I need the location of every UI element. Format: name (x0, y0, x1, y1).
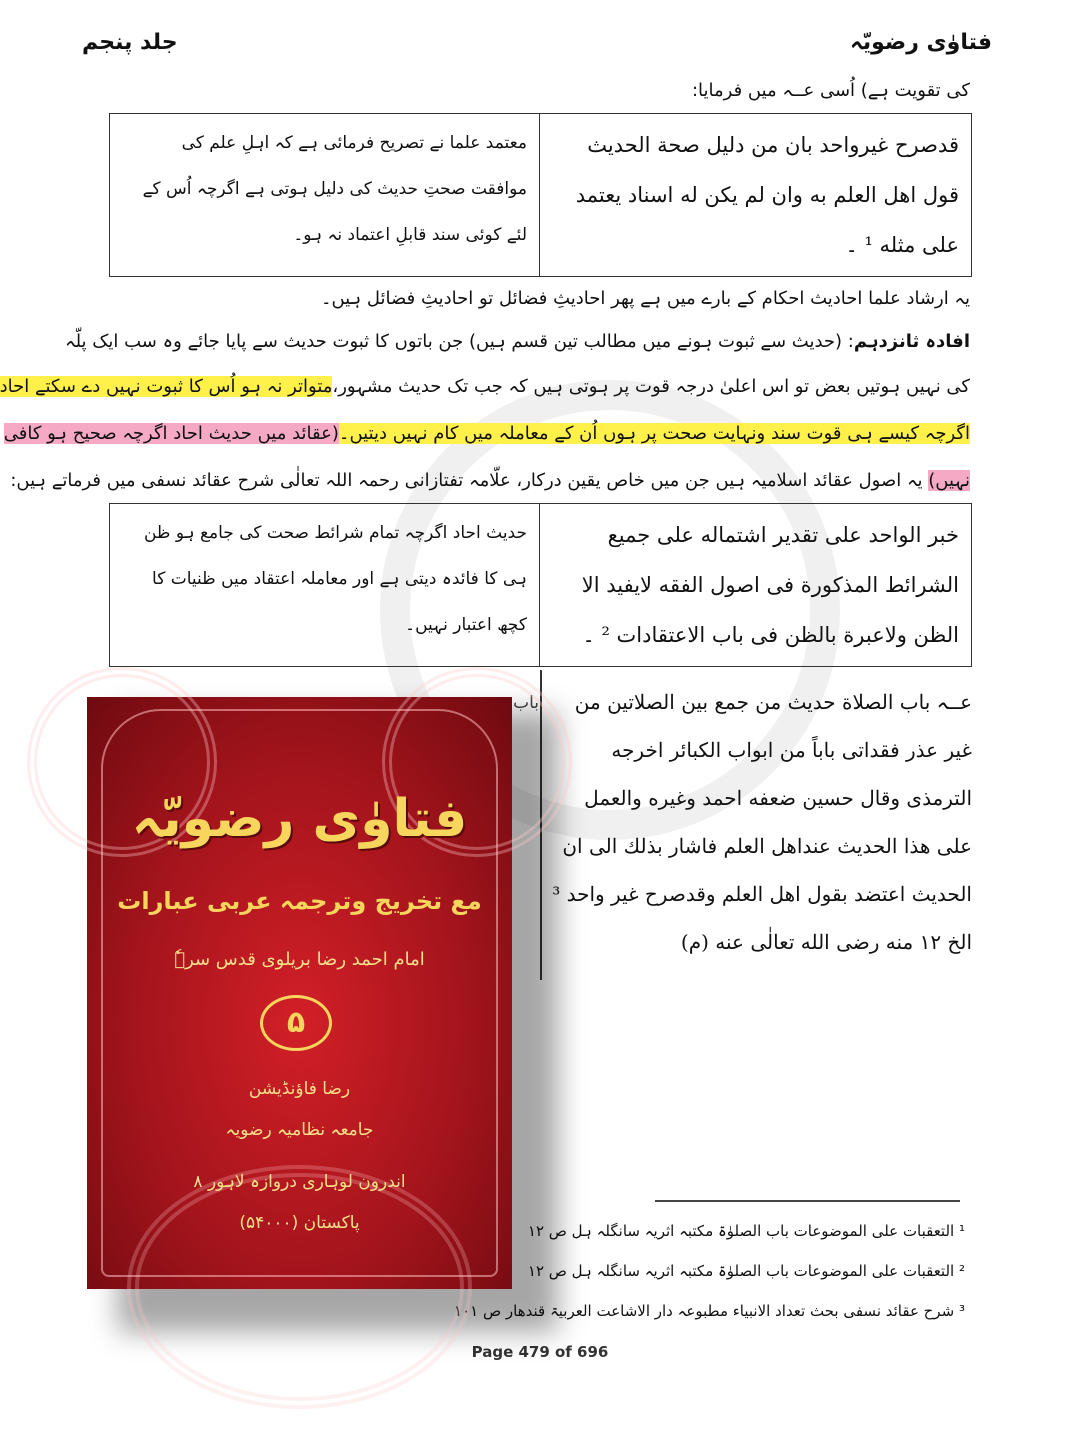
ifada-line-1 (65, 327, 970, 357)
volume-header: جلد پنجم (82, 30, 178, 55)
quote-1-arabic: قدصرح غیرواحد بان من دلیل صحة الحدیث قول اھل العلم به وان لم یکن له اسناد یعتمد علی مثله ¹ ۔ (540, 114, 972, 277)
footnote-arabic: عــہ باب الصلاة حدیث من جمع بین الصلاتین من غیر عذر فقداتی باباً من ابواب الکبائر اخرجه الترمذی وقال حسین ضعفه احمد وغیره والعمل علی ھذا الحدیث عنداھل العلم فاشار بذلك الی ان الحدیث اعتضد بقول اھل العلم وقدصرح غیر واحد ³ الخ ۱۲ منه رضی الله تعالٰی عنه (م) (552, 690, 972, 954)
ifada-label: افادہ ثانزدہم (853, 331, 970, 352)
cover-author: امام احمد رضا بریلوی قدس سرہٗ (174, 949, 425, 970)
paragraph-1: یہ ارشاد علما احادیث احکام کے بارے میں ہے پھر احادیثِ فضائل تو احادیثِ فضائل ہیں۔ (320, 288, 970, 309)
highlight-yellow-1: متواتر نہ ہو اُس کا ثبوت نہیں دے سکتے احاد (0, 376, 333, 397)
highlight-yellow-2: اگرچہ کیسے ہی قوت سند ونہایت صحت پر ہوں اُن کے معاملہ میں کام نہیں دیتیں۔ (338, 423, 970, 444)
ifada-line-2 (0, 372, 970, 402)
highlight-pink-2: نہیں) (928, 470, 970, 491)
cover-address: اندرون لوہاری دروازہ لاہور ۸ (193, 1172, 406, 1192)
footnote-1: ¹ التعقبات علی الموضوعات باب الصلوٰۃ مکتبہ اثریہ سانگلہ ہل ص ۱۲ (527, 1222, 965, 1240)
ifada-line-1-text: : (حدیث سے ثبوت ہونے میں مطالب تین قسم ہیں) جن باتوں کا ثبوت حدیث سے پایا جائے وہ سب ایک پلّہ (65, 331, 854, 352)
ifada-line-4 (10, 466, 970, 496)
footnote-2: ² التعقبات علی الموضوعات باب الصلوٰۃ مکتبہ اثریہ سانگلہ ہل ص ۱۲ (527, 1262, 965, 1280)
quote-table-1 (109, 113, 972, 277)
footnote-rule (655, 1200, 960, 1202)
quote-table-2 (109, 503, 972, 667)
ifada-line-2-text: کی نہیں ہوتیں بعض تو اس اعلیٰ درجہ قوت پر ہوتی ہیں کہ جب تک حدیث مشہور، (332, 376, 970, 397)
cover-subtitle: مع تخریج وترجمہ عربی عبارات (117, 887, 482, 915)
page-number: Page 479 of 696 (471, 1343, 609, 1361)
footnote-urdu-fragment: باب (513, 693, 539, 713)
cover-title: فتاوٰی رضویّہ (131, 789, 468, 849)
ifada-line-4-text: یہ اصول عقائد اسلامیہ ہیں جن میں خاص یقین درکار، علّامہ تفتازانی رحمہ اللہ تعالٰی شرح عقائد نسفی میں فرماتے ہیں: (10, 470, 923, 491)
book-cover (87, 697, 512, 1289)
cover-publisher-2: جامعہ نظامیہ رضویہ (225, 1120, 374, 1140)
intro-line: کی تقویت ہے) اُسی عــہ میں فرمایا: (691, 80, 970, 101)
highlight-pink-1: (عقائد میں حدیث احاد اگرچہ صحیح ہو کافی (3, 423, 339, 444)
cover-volume-badge: ۵ (260, 995, 332, 1051)
quote-2-urdu: حدیث احاد اگرچہ تمام شرائط صحت کی جامع ہو ظن ہی کا فائدہ دیتی ہے اور معاملہ اعتقاد میں ظنیات کا کچھ اعتبار نہیں۔ (110, 504, 540, 667)
cover-country: پاکستان (۵۴۰۰۰) (239, 1213, 360, 1233)
cover-publisher-1: رضا فاؤنڈیشن (248, 1079, 351, 1099)
book-title-header: فتاوٰی رضویّہ (849, 30, 992, 55)
footnote-3: ³ شرح عقائد نسفی بحث تعداد الانبیاء مطبوعہ دار الاشاعت العربیۃ قندھار ص ۱۰۱ (454, 1302, 965, 1320)
ifada-line-3 (3, 419, 970, 449)
quote-1-urdu: معتمد علما نے تصریح فرمائی ہے کہ اہلِ علم کی موافقت صحتِ حدیث کی دلیل ہوتی ہے اگرچہ اُس کے لئے کوئی سند قابلِ اعتماد نہ ہو۔ (110, 114, 540, 277)
quote-2-arabic: خبر الواحد علی تقدیر اشتماله علی جمیع الشرائط المذکورة فی اصول الفقه لایفید الا الظن ولاعبرة بالظن فی باب الاعتقادات ² ۔ (540, 504, 972, 667)
